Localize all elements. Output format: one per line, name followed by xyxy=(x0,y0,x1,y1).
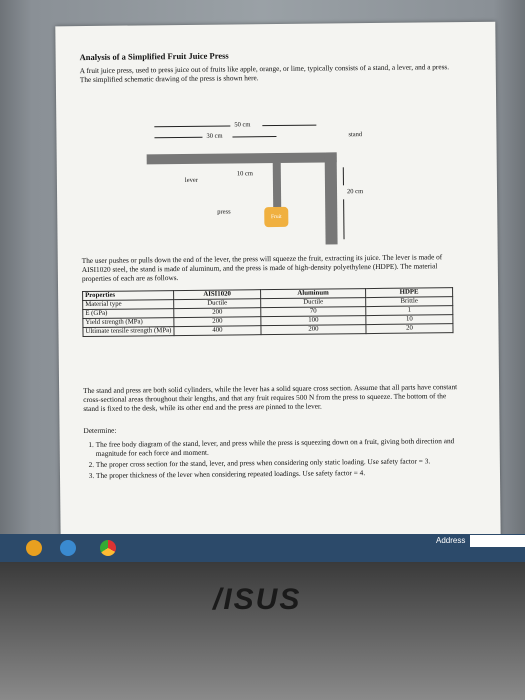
dim-50-arrow-left xyxy=(154,125,230,127)
table-cell: Ductile xyxy=(261,298,366,308)
table-cell: E (GPa) xyxy=(83,309,174,319)
brand-logo: /ISUS xyxy=(213,583,302,616)
determine-label: Determine: xyxy=(83,425,117,436)
chrome-icon[interactable] xyxy=(100,540,116,556)
press-label: press xyxy=(217,208,231,216)
task-list xyxy=(96,436,456,482)
table-cell: Brittle xyxy=(366,297,453,307)
table-cell: Ultimate tensile strength (MPa) xyxy=(83,327,174,337)
dim-20-arrow-bottom xyxy=(343,199,344,239)
dim-30-arrow-left xyxy=(154,137,202,139)
intro-paragraph: A fruit juice press, used to press juice out of fruits like apple, orange, or lime, typically consists of a stand, a lever, and a press. The simplified schematic drawing of the press is shown here. xyxy=(79,62,450,85)
list-item: 1. The free body diagram of the stand, lever, and press while the press is squeezing down on a fruit, giving both direction and magnitude for each force and moment. xyxy=(96,436,456,458)
table-header-cell: Properties xyxy=(83,291,174,301)
table-cell: 20 xyxy=(366,324,453,334)
table-cell: 200 xyxy=(261,325,366,335)
table-header-cell: AISI1020 xyxy=(174,290,261,300)
dim-50-label: 50 cm xyxy=(234,121,251,129)
stand-label: stand xyxy=(348,131,363,139)
table-header-cell: HDPE xyxy=(366,288,453,298)
dim-30-label: 30 cm xyxy=(206,132,223,140)
document-page xyxy=(55,22,500,547)
start-icon[interactable] xyxy=(26,540,42,556)
dim-30-arrow-right xyxy=(232,136,276,137)
fruit: Fruit xyxy=(264,207,288,227)
material-properties-table xyxy=(82,287,453,337)
table-cell: 10 xyxy=(366,315,453,325)
table-cell: 200 xyxy=(174,308,261,318)
table-header-cell: Aluminum xyxy=(261,289,366,299)
table-cell: Yield strength (MPa) xyxy=(83,318,174,328)
dim-50-arrow-right xyxy=(262,125,316,127)
address-label: Address xyxy=(436,536,466,545)
table-cell: 1 xyxy=(366,306,453,316)
address-input[interactable] xyxy=(470,535,525,547)
table-cell: Ductile xyxy=(174,299,261,309)
list-item: 2. The proper cross section for the stand, lever, and press when considering only static loading. Use safety factor = 3. xyxy=(96,456,456,469)
dim-20-label: 20 cm xyxy=(347,188,364,196)
material-paragraph: The user pushes or pulls down the end of the lever, the press will squeeze the fruit, extracting its juice. The lever is made of AISI1020 steel, the stand is made of aluminum, and the press is made of high-density polyethylene (HDPE). The material properties of each are as follows. xyxy=(81,252,443,284)
assumptions-paragraph: The stand and press are both solid cylinders, while the lever has a solid square cross section. Assume that all parts have constant cross-sectional areas throughout their lengths, and that any fruit requires 500 N from the press to squeeze. The bottom of the stand is fixed to the desk, while its other end and the press are pinned to the lever. xyxy=(83,382,458,414)
table-cell: 400 xyxy=(174,326,261,336)
table-cell: 70 xyxy=(261,307,366,317)
lever-label: lever xyxy=(184,176,198,184)
press-bar xyxy=(273,163,281,207)
stand-bar xyxy=(325,152,338,244)
dim-20-arrow-top xyxy=(343,167,344,185)
list-item: 3. The proper thickness of the lever when considering repeated loadings. Use safety factor = 4. xyxy=(96,467,456,480)
table-cell: 200 xyxy=(174,317,261,327)
lever-bar xyxy=(147,152,337,164)
table-cell: Material type xyxy=(83,300,174,310)
media-icon[interactable] xyxy=(60,540,76,556)
dim-10-label: 10 cm xyxy=(236,170,253,178)
table-cell: 100 xyxy=(261,316,366,326)
page-title: Analysis of a Simplified Fruit Juice Press xyxy=(79,50,229,63)
